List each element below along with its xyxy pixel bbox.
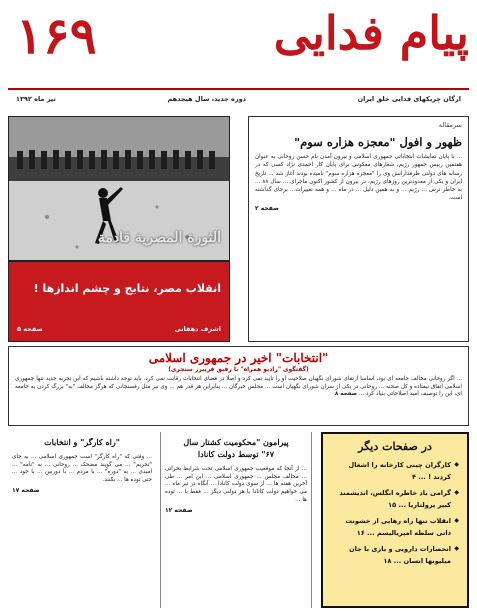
canada-label: پیرامون "محکومیت کشتار سال	[183, 437, 289, 447]
rahe-kargar-body: ... وقتی که "راه کارگر" است جمهوری اسلامی ... به جای "تحریم" ... می گویند مضحک ... روحانی ... به "نامه" ... امیدی ... به "دوره" ... با مردم ... با دوربین ... با خود ... حتی توده ها ... بکنند.	[12, 454, 152, 484]
other-pages-title: در صفحات دیگر	[358, 440, 432, 453]
rahe-kargar-page-ref[interactable]: صفحه ۱۷	[12, 486, 40, 494]
egypt-revolution-page-ref[interactable]: صفحه ۵	[17, 325, 43, 333]
editorial-page-ref[interactable]: صفحه ۲	[255, 204, 279, 212]
editorial-article[interactable]	[248, 116, 469, 342]
editorial-title[interactable]: ظهور و افول "معجزه هزاره سوم"	[294, 135, 462, 149]
egypt-revolution-box[interactable]	[8, 261, 230, 342]
rahe-kargar-title[interactable]: "راه کارگر" و انتخابات	[44, 437, 120, 447]
elections-page-ref[interactable]: صفحه ۸	[334, 391, 358, 398]
other-pages-box	[321, 432, 469, 608]
other-pages-item[interactable]: ◆ گرامی باد خاطره انگلس، اندیشمند کبیر پرولتاریا ... ۱۵	[331, 487, 459, 511]
masthead	[8, 6, 469, 88]
canada-page-ref[interactable]: صفحه ۱۲	[165, 506, 193, 514]
other-pages-item[interactable]: ◆ انقلاب تنها راه رهایی از خشونت ذاتی سلطه امپریالیسم ... ۱۶	[331, 515, 459, 539]
egypt-revolution-title[interactable]: انقلاب مصر، نتایج و چشم اندازها !	[33, 282, 221, 295]
canada-body: ... از آنجا که موقعیت جمهوری اسلامی تحت شرایط بحرانی ... مخالف مجلس ... جمهوری اسلامی ... این امر ... طی آخرین هفته ها ... از سوی دولت کانادا ... آنگاه در تیر ماه ... می خواهیم دولت کانادا یا هر دولتی دیگر ... فقط با ... توده ها ...	[165, 466, 307, 503]
masthead-info	[8, 92, 469, 106]
editorial-body: ... با پایان نمایشات انتخاباتی جمهوری اسلامی و بیرون آمدن نام حسن روحانی به عنوان هفتمین رییس جمهور رژیم، شعارهای معکوس برای پایان کار احمدی نژاد کسی که در رسانه های دولتی طرفدارانش وی را "معجزه هزاره سوم" نامیده بودند آغاز شد ... تاریخ ایران و یکی از معدودترین روزهای رژیم، در بیرون از کشور اکنون ماجرای ... سال ۸۸ ... به خاطر ترس ... رژیم ... و به همین دلیل ... در ماه ... و همه تغییرات... برجای گذاشته است.	[255, 154, 462, 202]
editorial-label: سرمقاله	[438, 121, 462, 129]
masthead-divider	[8, 88, 469, 90]
elections-article[interactable]	[8, 346, 469, 426]
other-pages-item[interactable]: ◆ انحصارات دارویی و بازی با جان میلیونها انسان ... ۱۸	[331, 543, 459, 567]
canada-article[interactable]	[160, 432, 312, 608]
masthead-period: دوره جدید، سال هیجدهم	[167, 95, 246, 103]
egypt-revolution-author: اشرف دهقانی	[174, 325, 221, 333]
elections-body	[15, 376, 462, 399]
elections-body-text: ... اگر روحانی مخالف جامعه ای بود، اساسا ارتقای شورای نگهبان صلاحیت او را تایید نمی کرد و اصلا در فضای انتخابات رقابت نمی کرد. باید توجه داشته باشیم که این تجربه جدید تنها جمهوری اسلامی اتفاق نیفتاده و کل صحنه ... روحانی در یکی از سران شورای نگهبان است ... مجلس خبرگان ... بنابراین هر قدر هم ... وی نیز مثل رفسنجانی که هرگز مخالف "به" بزرگ کردن به جامعه ای، این را توصیف امید اصلاحاتی بنیاد کرد ...	[15, 376, 462, 398]
newspaper-title: پیام فدایی	[273, 6, 469, 60]
rahe-kargar-article[interactable]	[8, 432, 156, 608]
elections-title[interactable]: "انتخابات" اخیر در جمهوری اسلامی	[148, 351, 329, 365]
canada-title[interactable]: ۶۷" توسط دولت کانادا	[197, 449, 275, 459]
issue-number: ۱۶۹	[16, 6, 97, 65]
photo-caption: الثورة المصرية قادمة	[97, 230, 221, 246]
protest-photo	[8, 116, 230, 261]
masthead-date: تیر ماه ۱۳۹۲	[16, 95, 56, 103]
masthead-org: ارگان چریکهای فدایی خلق ایران	[357, 95, 461, 103]
elections-subtitle: (گفتگوی "رادیو همراه" با رفیق فریبرز سنجری)	[168, 366, 309, 373]
other-pages-item[interactable]: ◆ کارگران چینی کارخانه را اشغال کردند ! ... ۴	[331, 459, 459, 483]
